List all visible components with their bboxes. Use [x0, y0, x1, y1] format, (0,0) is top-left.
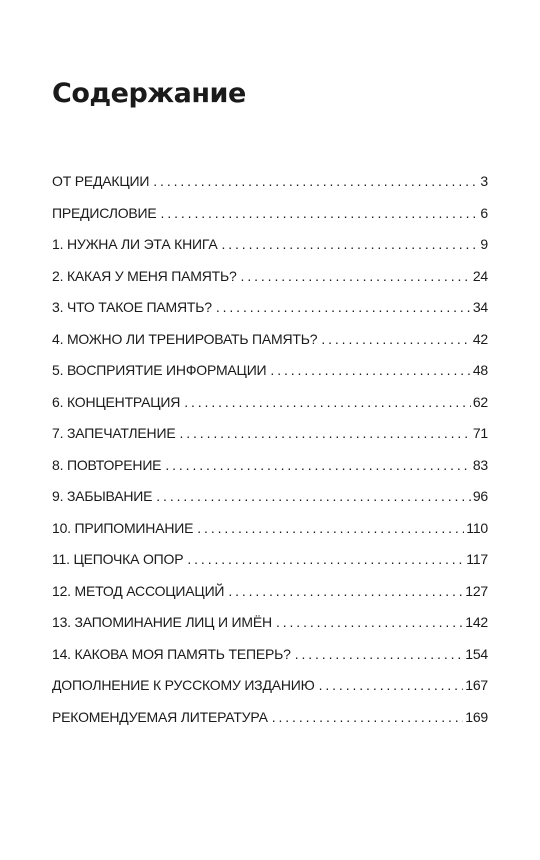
dot-leader [276, 614, 463, 630]
toc-entry-title: 11. ЦЕПОЧКА ОПОР [52, 551, 184, 567]
toc-entry [52, 362, 488, 394]
toc-entry [52, 646, 488, 678]
dot-leader [184, 394, 471, 410]
toc-entry [52, 173, 488, 205]
toc-entry-page-number: 142 [465, 614, 488, 630]
toc-entry-title: ДОПОЛНЕНИЕ К РУССКОМУ ИЗДАНИЮ [52, 677, 315, 693]
toc-entry-page-number: 48 [472, 362, 488, 378]
toc-entry [52, 205, 488, 237]
toc-entry [52, 236, 488, 268]
toc-entry-page-number: 127 [465, 582, 488, 599]
toc-entry-title: 7. ЗАПЕЧАТЛЕНИЕ [52, 425, 176, 441]
toc-entry [52, 394, 488, 426]
toc-entry-title: 3. ЧТО ТАКОЕ ПАМЯТЬ? [52, 299, 212, 315]
toc-entry [52, 614, 488, 646]
toc-entry [52, 551, 488, 583]
dot-leader [319, 677, 464, 693]
dot-leader [156, 488, 471, 504]
toc-entry-title: ОТ РЕДАКЦИИ [52, 173, 150, 189]
dot-leader [187, 551, 464, 567]
toc-entry [52, 677, 488, 709]
toc-entry-page-number: 167 [465, 677, 488, 693]
toc-entry [52, 709, 488, 741]
dot-leader [165, 457, 470, 473]
toc-entry-title: 8. ПОВТОРЕНИЕ [52, 456, 162, 473]
toc-entry [52, 488, 488, 520]
dot-leader [179, 425, 470, 441]
toc-entry [52, 457, 488, 489]
toc-entry [52, 331, 488, 363]
toc-entry [52, 583, 488, 615]
toc-entry-page-number: 34 [472, 299, 488, 315]
toc-entry-page-number: 154 [465, 645, 488, 662]
dot-leader [153, 173, 478, 189]
toc-entry-page-number: 96 [472, 488, 488, 504]
dot-leader [272, 709, 464, 725]
toc-entry-title: 12. МЕТОД АССОЦИАЦИЙ [52, 582, 225, 599]
dot-leader [295, 646, 464, 662]
toc-entry-page-number: 169 [465, 708, 488, 725]
toc-entry [52, 268, 488, 300]
toc-entry-title: ПРЕДИСЛОВИЕ [52, 204, 157, 221]
dot-leader [216, 299, 471, 315]
toc-entry-page-number: 62 [472, 393, 488, 410]
toc-entry-title: 9. ЗАБЫВАНИЕ [52, 488, 153, 504]
toc-entry-page-number: 117 [466, 551, 488, 567]
dot-leader [197, 520, 464, 536]
toc-entry-page-number: 42 [472, 330, 488, 347]
table-of-contents [52, 173, 488, 740]
dot-leader [228, 583, 463, 599]
toc-entry-title: 10. ПРИПОМИНАНИЕ [52, 519, 194, 536]
toc-entry-title: 5. ВОСПРИЯТИЕ ИНФОРМАЦИИ [52, 362, 267, 378]
toc-entry-page-number: 83 [472, 456, 488, 473]
toc-entry-page-number: 6 [480, 204, 488, 221]
toc-entry-title: 13. ЗАПОМИНАНИЕ ЛИЦ И ИМЁН [52, 614, 272, 630]
toc-entry [52, 520, 488, 552]
toc-entry-title: 14. КАКОВА МОЯ ПАМЯТЬ ТЕПЕРЬ? [52, 645, 291, 662]
toc-entry [52, 299, 488, 331]
dot-leader [270, 362, 470, 378]
toc-entry [52, 425, 488, 457]
dot-leader [321, 331, 470, 347]
toc-entry-page-number: 110 [466, 519, 488, 536]
dot-leader [241, 268, 471, 284]
toc-entry-title: 4. МОЖНО ЛИ ТРЕНИРОВАТЬ ПАМЯТЬ? [52, 330, 318, 347]
toc-entry-title: 2. КАКАЯ У МЕНЯ ПАМЯТЬ? [52, 267, 237, 284]
toc-entry-page-number: 24 [472, 267, 488, 284]
toc-entry-page-number: 9 [480, 236, 488, 252]
toc-entry-page-number: 71 [472, 425, 488, 441]
toc-entry-page-number: 3 [480, 173, 488, 189]
page-title: Содержание [52, 78, 246, 109]
toc-entry-title: 6. КОНЦЕНТРАЦИЯ [52, 393, 181, 410]
toc-entry-title: РЕКОМЕНДУЕМАЯ ЛИТЕРАТУРА [52, 708, 268, 725]
dot-leader [161, 205, 479, 221]
toc-entry-title: 1. НУЖНА ЛИ ЭТА КНИГА [52, 236, 218, 252]
dot-leader [221, 236, 478, 252]
